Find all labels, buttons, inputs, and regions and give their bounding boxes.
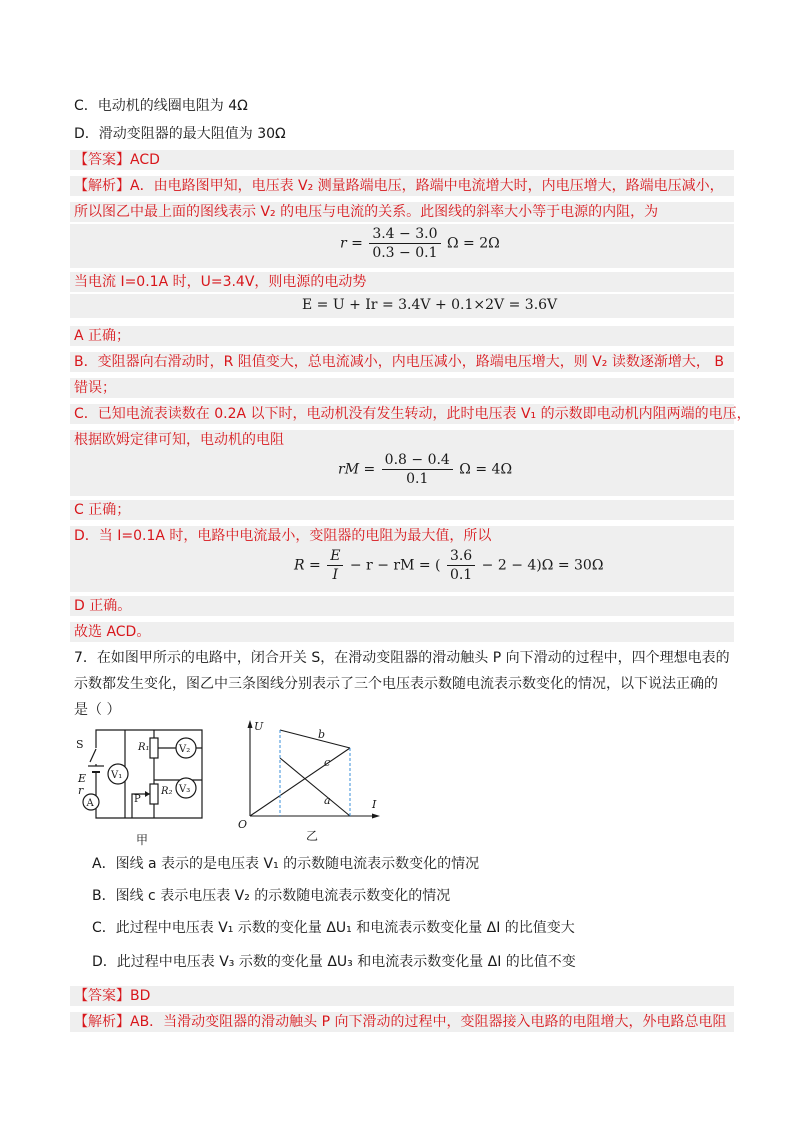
answer-label: 【答案】ACD [70,150,734,170]
axis-i-arrow-icon [372,814,380,819]
slider-arrow-icon [145,791,150,797]
origin-label: O [238,818,248,831]
d-correct: D 正确。 [70,596,734,616]
answer2-analysis: 【解析】AB．当滑动变阻器的滑动触头 P 向下滑动的过程中，变阻器接入电路的电阻增大，外电路总电阻 [70,1012,734,1032]
q7-line-3: 是（ ） [74,702,121,718]
equation-r: r = $\frac{3.4 - 3.0}{0.3 - 0.1}$ Ω = 2Ω [340,226,500,261]
d-analysis-line: D．当 I=0.1A 时，电路中电流最小，变阻器的电阻为最大值，所以 [70,526,734,546]
axis-u-arrow-icon [248,720,253,728]
c-analysis-line-1: C．已知电流表读数在 0.2A 以下时，电动机没有发生转动，此时电压表 V₁ 的示数即电动机内阻两端的电压， [70,404,734,424]
q7-option-d: D．此过程中电压表 V₃ 示数的变化量 ΔU₃ 和电流表示数变化量 ΔI 的比值不变 [92,954,576,970]
label-r1: R₁ [138,742,150,753]
c-analysis-line-2: 根据欧姆定律可知，电动机的电阻 [70,430,734,450]
label-s: S [76,738,84,751]
resistor-r2 [150,784,158,804]
analysis-line-1: 【解析】A．由电路图甲知，电压表 V₂ 测量路端电压，路端中电流增大时，内电压增大，路端电压减小， [70,176,734,196]
equation-emf: E = U + Ir = 3.4V + 0.1×2V = 3.6V [302,297,558,313]
axis-u-label: U [254,720,264,733]
line-c-label: c [324,756,331,769]
line-b [280,730,350,748]
analysis-line-2: 所以图乙中最上面的图线表示 V₂ 的电压与电流的关系。此图线的斜率大小等于电源的内阻，为 [70,202,734,222]
label-p: P [134,794,141,805]
label-v3: V₃ [179,784,191,795]
line-c [280,758,350,816]
c-correct: C 正确； [70,500,734,520]
label-v1: V₁ [111,770,123,781]
option-d-prev: D．滑动变阻器的最大阻值为 30Ω [74,126,286,142]
label-a: A [86,798,94,809]
answer2-label: 【答案】BD [70,986,734,1006]
label-v2: V₂ [179,744,191,755]
circuit-diagram [70,722,220,850]
circuit-caption: 甲 [136,833,149,847]
graph-caption: 乙 [306,829,319,843]
axis-i-label: I [372,798,377,811]
q7-line-2: 示数都发生变化，图乙中三条图线分别表示了三个电压表示数随电流表示数变化的情况，以下说法正确的 [74,676,718,692]
final-choice: 故选 ACD。 [70,622,734,642]
line-a [250,748,350,816]
line-b-label: b [318,728,326,741]
equation-R: R = $\frac{E}{I}$ − r − rM = ( $\frac{3.6}{0.1}$ − 2 − 4)Ω = 30Ω [294,548,604,583]
option-c-prev: C．电动机的线圈电阻为 4Ω [74,98,248,114]
label-r: r [78,784,84,797]
b-analysis-line-2: 错误； [70,378,734,398]
label-r2: R₂ [161,786,173,797]
q7-line-1: 7．在如图甲所示的电路中，闭合开关 S，在滑动变阻器的滑动触头 P 向下滑动的过程中，四个理想电表的 [74,650,730,666]
line-a-label: a [324,794,331,807]
label-e: E [78,772,87,785]
q7-option-b: B．图线 c 表示电压表 V₂ 的示数随电流表示数变化的情况 [92,888,451,904]
b-analysis-line-1: B．变阻器向右滑动时，R 阻值变大，总电流减小，内电压减小，路端电压增大，则 V₂ 读数逐渐增大， B [70,352,734,372]
q7-option-a: A．图线 a 表示的是电压表 V₁ 的示数随电流表示数变化的情况 [92,856,480,872]
equation-rm: rM = $\frac{0.8 - 0.4}{0.1}$ Ω = 4Ω [338,452,513,487]
q7-option-c: C．此过程中电压表 V₁ 示数的变化量 ΔU₁ 和电流表示数变化量 ΔI 的比值变大 [92,920,575,936]
a-correct: A 正确； [70,326,734,346]
resistor-r1 [150,738,158,758]
when-current-line: 当电流 I=0.1A 时，U=3.4V，则电源的电动势 [70,272,734,292]
uit-graph [228,716,398,844]
